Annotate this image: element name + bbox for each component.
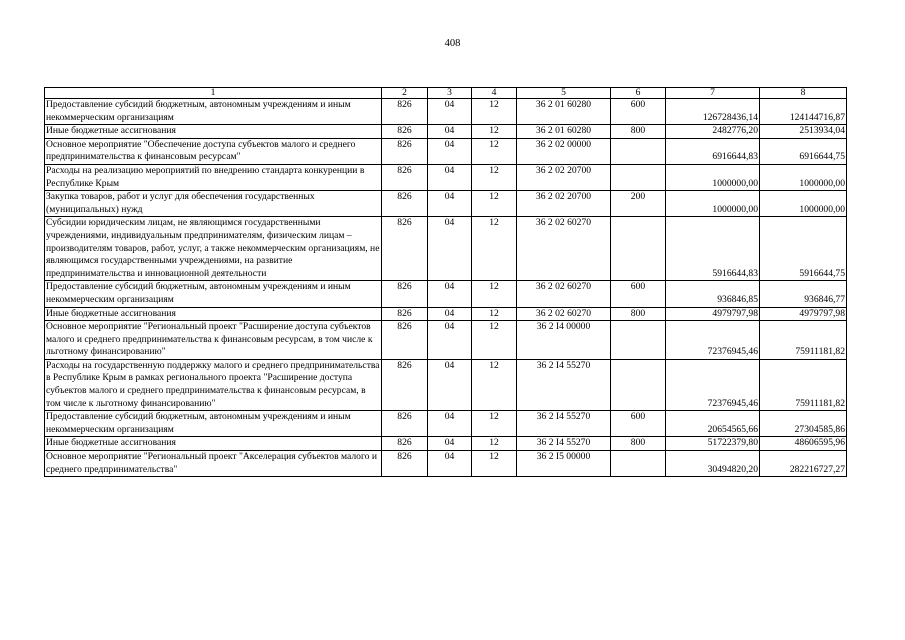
table-row (45, 217, 847, 281)
cell-amount-year-1: 72376945,46 (666, 359, 760, 410)
cell-section-code: 04 (428, 451, 472, 477)
cell-admin-code: 826 (382, 359, 428, 410)
cell-amount-year-2: 4979797,98 (760, 307, 847, 321)
cell-description: Иные бюджетные ассигнования (45, 125, 382, 139)
cell-description: Предоставление субсидий бюджетным, автономным учреждениям и иным некоммерческим организациям (45, 281, 382, 307)
cell-admin-code: 826 (382, 191, 428, 217)
cell-target-article: 36 2 I4 55270 (517, 411, 611, 437)
cell-amount-year-1: 72376945,46 (666, 321, 760, 360)
cell-section-code: 04 (428, 307, 472, 321)
cell-expense-type (611, 138, 666, 164)
cell-section-code: 04 (428, 321, 472, 360)
cell-description: Основное мероприятие "Региональный проект "Расширение доступа субъектов малого и среднего предпринимательства к финансовым ресурсам, в том числе к льготному финансированию" (45, 321, 382, 360)
cell-amount-year-1: 1000000,00 (666, 164, 760, 190)
cell-target-article: 36 2 02 00000 (517, 138, 611, 164)
budget-table (44, 87, 847, 477)
cell-target-article: 36 2 I4 55270 (517, 359, 611, 410)
cell-target-article: 36 2 I4 55270 (517, 437, 611, 451)
cell-subsection-code: 12 (472, 164, 517, 190)
cell-amount-year-2: 75911181,82 (760, 321, 847, 360)
table-row (45, 191, 847, 217)
table-row (45, 451, 847, 477)
cell-section-code: 04 (428, 191, 472, 217)
cell-section-code: 04 (428, 411, 472, 437)
cell-expense-type: 600 (611, 411, 666, 437)
cell-amount-year-2: 2513934,04 (760, 125, 847, 139)
cell-amount-year-2: 27304585,86 (760, 411, 847, 437)
cell-target-article: 36 2 01 60280 (517, 99, 611, 125)
cell-subsection-code: 12 (472, 125, 517, 139)
cell-admin-code: 826 (382, 437, 428, 451)
cell-target-article: 36 2 02 20700 (517, 164, 611, 190)
cell-expense-type: 600 (611, 281, 666, 307)
cell-description: Предоставление субсидий бюджетным, автономным учреждениям и иным некоммерческим организациям (45, 411, 382, 437)
cell-description: Иные бюджетные ассигнования (45, 307, 382, 321)
cell-amount-year-2: 75911181,82 (760, 359, 847, 410)
cell-section-code: 04 (428, 217, 472, 281)
table-row (45, 125, 847, 139)
cell-admin-code: 826 (382, 99, 428, 125)
cell-section-code: 04 (428, 437, 472, 451)
cell-amount-year-1: 6916644,83 (666, 138, 760, 164)
cell-amount-year-1: 5916644,83 (666, 217, 760, 281)
table-row (45, 138, 847, 164)
column-header-6: 6 (611, 88, 666, 99)
cell-target-article: 36 2 I4 00000 (517, 321, 611, 360)
cell-amount-year-2: 124144716,87 (760, 99, 847, 125)
cell-amount-year-2: 6916644,75 (760, 138, 847, 164)
cell-amount-year-1: 4979797,98 (666, 307, 760, 321)
cell-amount-year-2: 48606595,96 (760, 437, 847, 451)
cell-subsection-code: 12 (472, 191, 517, 217)
cell-section-code: 04 (428, 164, 472, 190)
cell-description: Субсидии юридическим лицам, не являющимся государственными учреждениями, индивидуальным предпринимателям, физическим лицам – производителям товаров, работ, услуг, а также некоммерческим организациям, не являющимся государственными учреждениями, на развитие предпринимательства и инновационной деятельности (45, 217, 382, 281)
cell-expense-type: 800 (611, 307, 666, 321)
cell-target-article: 36 2 02 60270 (517, 307, 611, 321)
cell-admin-code: 826 (382, 451, 428, 477)
cell-section-code: 04 (428, 359, 472, 410)
cell-description: Закупка товаров, работ и услуг для обеспечения государственных (муниципальных) нужд (45, 191, 382, 217)
cell-amount-year-1: 126728436,14 (666, 99, 760, 125)
cell-admin-code: 826 (382, 138, 428, 164)
cell-subsection-code: 12 (472, 437, 517, 451)
cell-description: Основное мероприятие "Обеспечение доступа субъектов малого и среднего предпринимательства к финансовым ресурсам" (45, 138, 382, 164)
cell-expense-type (611, 164, 666, 190)
column-header-1: 1 (45, 88, 382, 99)
cell-admin-code: 826 (382, 164, 428, 190)
cell-description: Расходы на реализацию мероприятий по внедрению стандарта конкуренции в Республике Крым (45, 164, 382, 190)
table-row (45, 164, 847, 190)
cell-expense-type (611, 321, 666, 360)
cell-expense-type: 200 (611, 191, 666, 217)
cell-target-article: 36 2 02 60270 (517, 217, 611, 281)
cell-subsection-code: 12 (472, 99, 517, 125)
cell-subsection-code: 12 (472, 411, 517, 437)
table-row (45, 411, 847, 437)
cell-target-article: 36 2 02 60270 (517, 281, 611, 307)
table-row (45, 281, 847, 307)
cell-target-article: 36 2 01 60280 (517, 125, 611, 139)
cell-admin-code: 826 (382, 125, 428, 139)
table-row (45, 321, 847, 360)
column-header-2: 2 (382, 88, 428, 99)
cell-admin-code: 826 (382, 321, 428, 360)
column-header-3: 3 (428, 88, 472, 99)
table-row (45, 437, 847, 451)
cell-subsection-code: 12 (472, 359, 517, 410)
cell-section-code: 04 (428, 138, 472, 164)
cell-amount-year-1: 51722379,80 (666, 437, 760, 451)
cell-description: Предоставление субсидий бюджетным, автономным учреждениям и иным некоммерческим организациям (45, 99, 382, 125)
cell-subsection-code: 12 (472, 321, 517, 360)
cell-amount-year-1: 1000000,00 (666, 191, 760, 217)
cell-description: Расходы на государственную поддержку малого и среднего предпринимательства в Республике Крым в рамках регионального проекта "Расширение доступа субъектов малого и среднего предпринимательства к финансовым ресурсам, в том числе к льготному финансированию" (45, 359, 382, 410)
table-row (45, 307, 847, 321)
cell-section-code: 04 (428, 281, 472, 307)
cell-subsection-code: 12 (472, 138, 517, 164)
cell-expense-type: 800 (611, 125, 666, 139)
cell-amount-year-2: 936846,77 (760, 281, 847, 307)
cell-subsection-code: 12 (472, 307, 517, 321)
cell-description: Иные бюджетные ассигнования (45, 437, 382, 451)
column-header-4: 4 (472, 88, 517, 99)
table-row (45, 359, 847, 410)
cell-section-code: 04 (428, 99, 472, 125)
cell-expense-type (611, 359, 666, 410)
cell-expense-type: 800 (611, 437, 666, 451)
cell-amount-year-2: 5916644,75 (760, 217, 847, 281)
cell-admin-code: 826 (382, 307, 428, 321)
cell-target-article: 36 2 I5 00000 (517, 451, 611, 477)
page-number: 408 (444, 38, 461, 49)
cell-subsection-code: 12 (472, 281, 517, 307)
cell-expense-type (611, 451, 666, 477)
cell-subsection-code: 12 (472, 451, 517, 477)
cell-amount-year-2: 1000000,00 (760, 191, 847, 217)
column-header-7: 7 (666, 88, 760, 99)
cell-admin-code: 826 (382, 217, 428, 281)
column-header-5: 5 (517, 88, 611, 99)
column-header-8: 8 (760, 88, 847, 99)
cell-amount-year-2: 1000000,00 (760, 164, 847, 190)
table-header-row (45, 88, 847, 99)
cell-expense-type: 600 (611, 99, 666, 125)
cell-subsection-code: 12 (472, 217, 517, 281)
cell-amount-year-1: 2482776,20 (666, 125, 760, 139)
cell-target-article: 36 2 02 20700 (517, 191, 611, 217)
cell-amount-year-1: 30494820,20 (666, 451, 760, 477)
cell-expense-type (611, 217, 666, 281)
cell-amount-year-2: 282216727,27 (760, 451, 847, 477)
cell-description: Основное мероприятие "Региональный проект "Акселерация субъектов малого и среднего предпринимательства" (45, 451, 382, 477)
cell-admin-code: 826 (382, 281, 428, 307)
cell-section-code: 04 (428, 125, 472, 139)
cell-amount-year-1: 936846,85 (666, 281, 760, 307)
cell-admin-code: 826 (382, 411, 428, 437)
table-row (45, 99, 847, 125)
cell-amount-year-1: 20654565,66 (666, 411, 760, 437)
